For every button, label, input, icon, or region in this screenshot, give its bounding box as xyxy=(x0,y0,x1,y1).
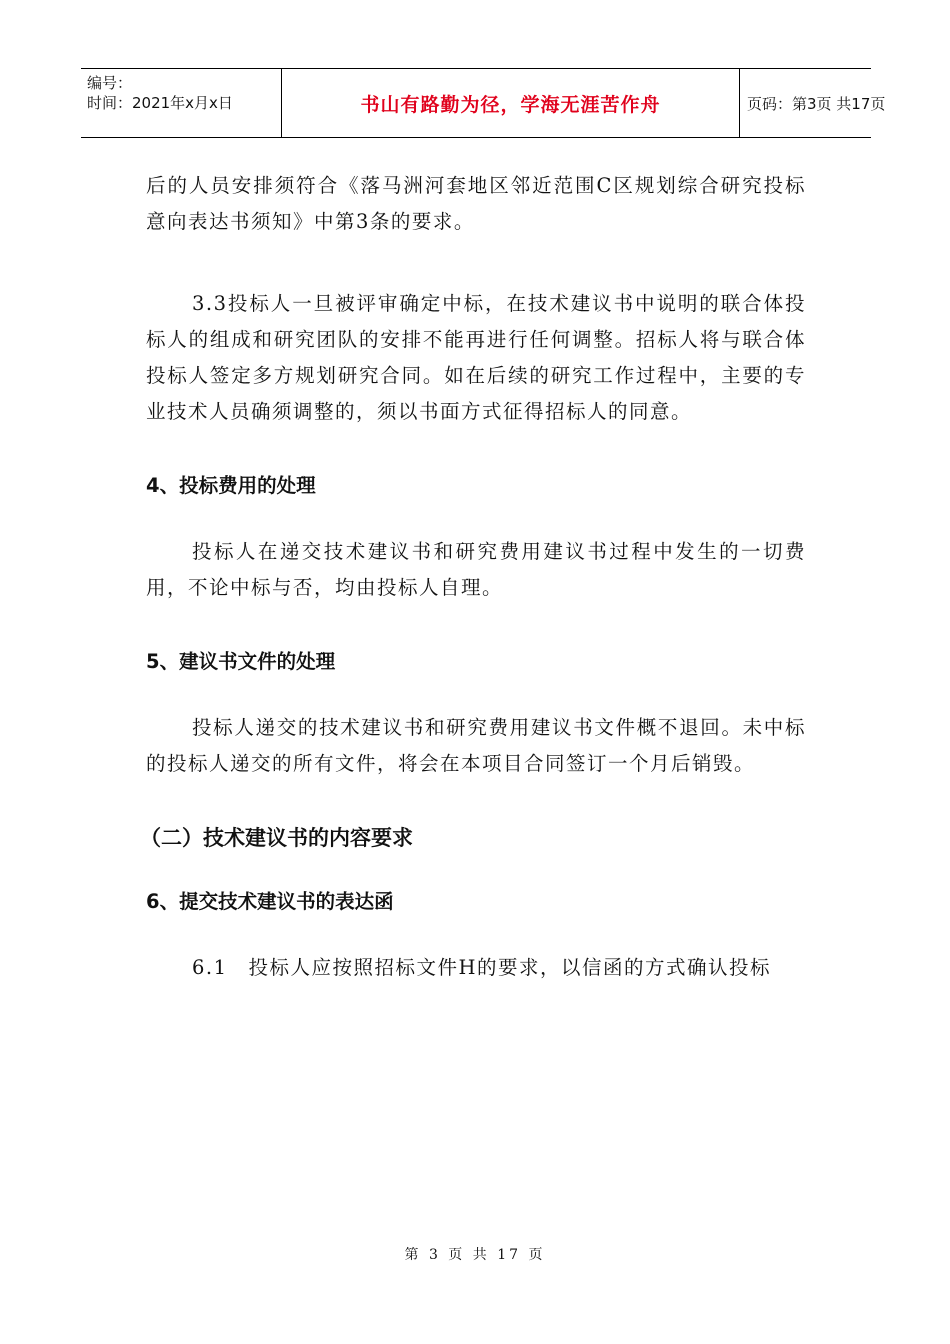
header-motto: 书山有路勤为径，学海无涯苦作舟 xyxy=(360,93,661,116)
heading-bid-costs: 4、投标费用的处理 xyxy=(146,474,316,497)
paragraph-3-3: 3.3投标人一旦被评审确定中标，在技术建议书中说明的联合体投标人的组成和研究团队的安排不能再进行任何调整。招标人将与联合体投标人签定多方规划研究合同。如在后续的研究工作过程中，主要的专业技术人员确须调整的，须以书面方式征得招标人的同意。 xyxy=(146,292,806,423)
section-heading-2: （二）技术建议书的内容要求 xyxy=(140,826,413,850)
header-page-info: 页码：第3页 共17页 xyxy=(747,94,886,113)
heading-expression-letter: 6、提交技术建议书的表达函 xyxy=(146,890,394,913)
paragraph-6-1: 6.1 投标人应按照招标文件H的要求，以信函的方式确认投标 xyxy=(192,956,772,979)
page-footer: 第 3 页 共 17 页 xyxy=(404,1247,546,1263)
heading-proposal-documents: 5、建议书文件的处理 xyxy=(146,650,336,673)
document-number-label: 编号： xyxy=(87,74,133,92)
paragraph-continuation: 后的人员安排须符合《落马洲河套地区邻近范围C区规划综合研究投标意向表达书须知》中第3条的要求。 xyxy=(146,174,806,233)
header-motto-cell xyxy=(281,69,740,137)
header-page-cell xyxy=(739,69,886,137)
document-date-label: 时间：2021年x月x日 xyxy=(87,94,233,112)
paragraph-proposal-documents: 投标人递交的技术建议书和研究费用建议书文件概不退回。未中标的投标人递交的所有文件，将会在本项目合同签订一个月后销毁。 xyxy=(146,716,806,775)
paragraph-bid-costs: 投标人在递交技术建议书和研究费用建议书过程中发生的一切费用，不论中标与否，均由投标人自理。 xyxy=(146,540,806,599)
document-body xyxy=(140,168,806,986)
page-header xyxy=(81,68,886,138)
header-left-cell xyxy=(81,69,281,137)
